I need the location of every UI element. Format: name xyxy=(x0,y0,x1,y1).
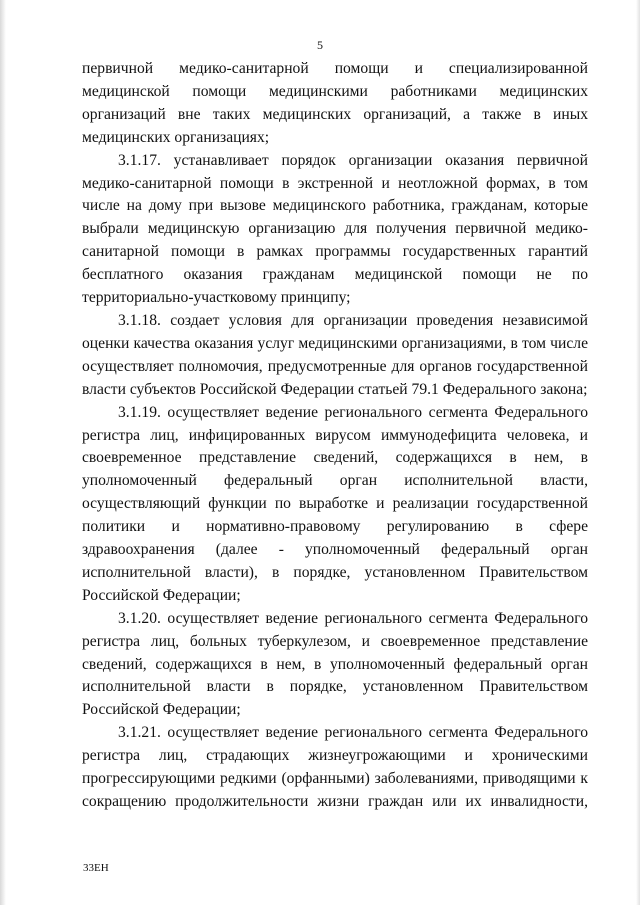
paragraph-3-1-17: 3.1.17. устанавливает порядок организации оказания первичной медико-санитарной помощи в экстренной и неотложной формах, в том числе на дому при вызове медицинского работника, гражданам, которые выбрали медицинскую организацию для получения первичной медико-санитарной помощи в рамках программы государственных гарантий бесплатного оказания гражданам медицинской помощи не по территориально-участковому принципу; xyxy=(82,151,588,307)
document-code: 33ЕН xyxy=(83,862,109,874)
paragraph-3-1-19: 3.1.19. осуществляет ведение регионального сегмента Федерального регистра лиц, инфицированных вирусом иммунодефицита человека, и своевременное представление сведений, содержащихся в нем, в уполномоченный федеральный орган исполнительной власти, осуществляющий функции по выработке и реализации государственной политики и нормативно-правовому регулированию в сфере здравоохранения (далее - уполномоченный федеральный орган исполнительной власти), в порядке, установленном Правительством Российской Федерации; xyxy=(82,403,588,604)
paragraph-3-1-18: 3.1.18. создает условия для организации проведения независимой оценки качества оказания услуг медицинскими организациями, в том числе осуществляет полномочия, предусмотренные для органов государственной власти субъектов Российской Федерации статьей 79.1 Федерального закона; xyxy=(82,311,588,398)
scan-edge-left xyxy=(0,0,6,905)
page-number: 5 xyxy=(317,38,323,52)
scan-edge-right xyxy=(636,0,640,905)
paragraph-continuation: первичной медико-санитарной помощи и специализированной медицинской помощи медицинскими работниками медицинских организаций вне таких медицинских организаций, а также в иных медицинских организациях; xyxy=(82,60,588,146)
paragraph-3-1-20: 3.1.20. осуществляет ведение регионального сегмента Федерального регистра лиц, больных туберкулезом, и своевременное представление сведений, содержащихся в нем, в уполномоченный федеральный орган исполнительной власти в порядке, установленном Правительством Российской Федерации; xyxy=(82,609,588,719)
paragraph-3-1-21: 3.1.21. осуществляет ведение регионального сегмента Федерального регистра лиц, страдающих жизнеугрожающими и хроническими прогрессирующими редкими (орфанными) заболеваниями, приводящими к сокращению продолжительности жизни граждан или их инвалидности, xyxy=(82,724,588,810)
document-body xyxy=(82,58,588,814)
